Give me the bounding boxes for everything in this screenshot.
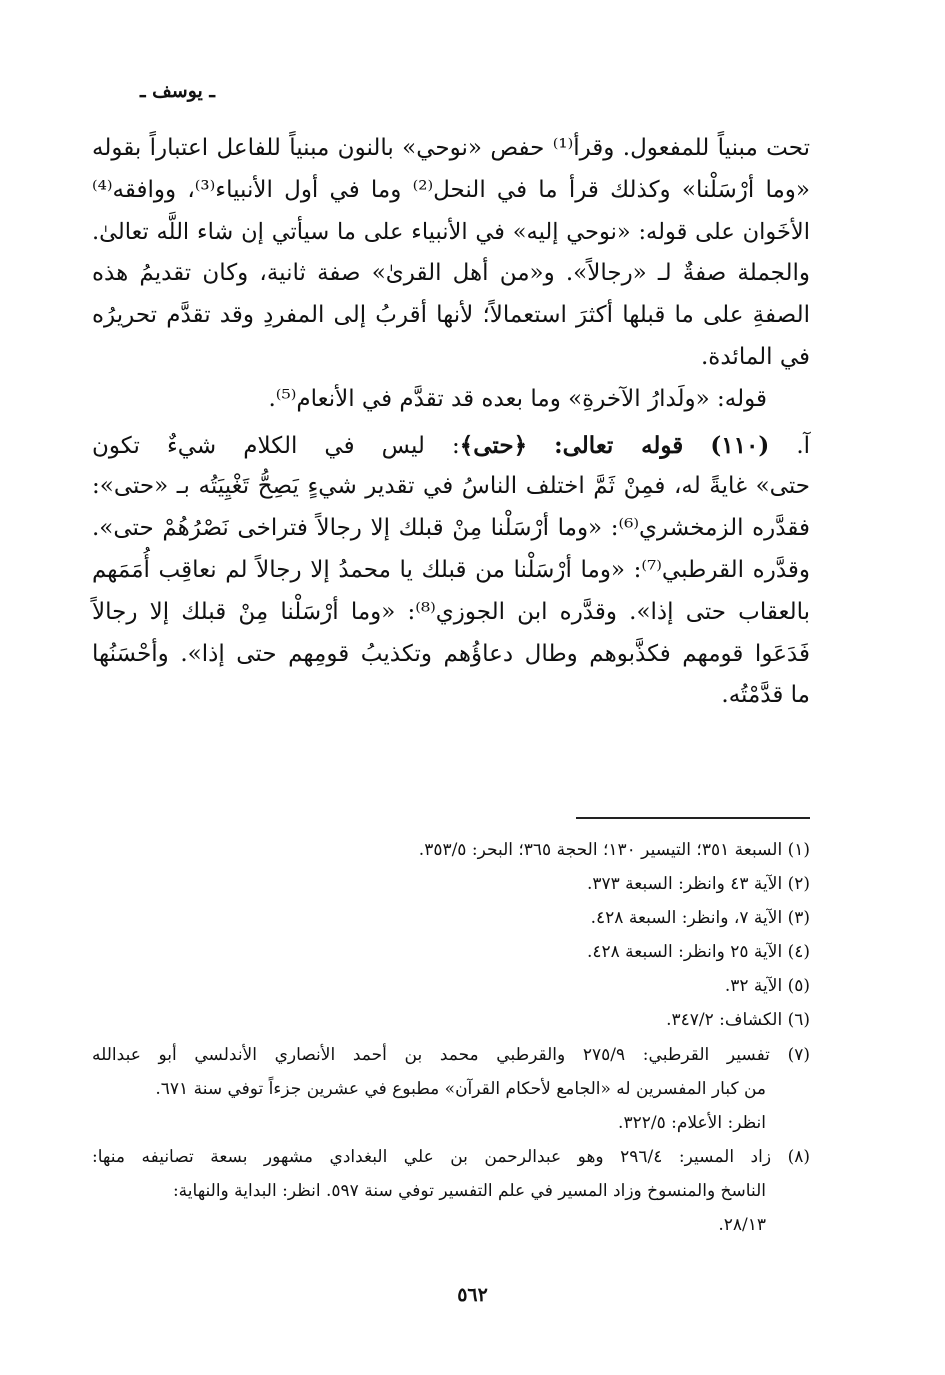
verse-letter: آ. [796, 432, 811, 459]
main-text [92, 128, 810, 717]
footnote [92, 867, 810, 901]
footnote-text: الكشاف: ٣٤٧/٢. [666, 1010, 783, 1031]
text-line: حتى» غايةً له، فمِنْ ثَمَّ اختلف الناسُ في تقدير شيءٍ يَصِحُّ تَغْيِيَتُه بـ «حتى»: [92, 473, 810, 500]
footnote-text: الآية ٧، وانظر: السبعة ٤٢٨. [590, 908, 783, 929]
footnote-text: الآية ٣٢. [724, 976, 783, 997]
verse-heading-line [92, 425, 810, 467]
text-line: قوله: «ولَدارُ الآخرةِ» وما بعده قد تقدَّم في الأنعام⁽⁵⁾. [268, 385, 767, 412]
footnote-separator [576, 817, 810, 819]
text-line: وقدَّره القرطبي⁽⁷⁾: «وما أرْسَلْنا من قبلك يا محمدُ إلا رجالاً لم نعاقِب أُمَمَهم [92, 556, 810, 583]
footnote [92, 969, 810, 1003]
footnote [92, 1038, 810, 1072]
footnote-number: (٢) [787, 874, 810, 895]
footnote [92, 1140, 810, 1174]
text-line: الأخَوان على قوله: «نوحي إليه» في الأنبياء على ما سيأتي إن شاء اللَّه تعالىٰ. [92, 218, 810, 245]
verse-number: (١١٠) [710, 431, 770, 459]
footnote-number: (١) [787, 840, 810, 860]
text-line: «وما أرْسَلْنا» وكذلك قرأ ما في النحل⁽²⁾ وما في أول الأنبياء⁽³⁾، ووافقه⁽⁴⁾ [92, 176, 810, 203]
footnote-continuation: الناسخ والمنسوخ وزاد المسير في علم التفسير توفي سنة ٥٩٧. انظر: البداية والنهاية: [172, 1180, 766, 1201]
footnote-text: تفسير القرطبي: ٢٧٥/٩ والقرطبي محمد بن أحمد الأنصاري الأندلسي أبو عبدالله [92, 1044, 770, 1065]
footnote-text: الآية ٢٥ وانظر: السبعة ٤٢٨. [586, 942, 783, 963]
verse-word: ﴿حتى﴾ [459, 431, 528, 459]
footnote-text: زاد المسير: ٢٩٦/٤ وهو عبدالرحمن بن علي البغدادي مشهور بسعة تصانيفه منها: [92, 1146, 772, 1167]
page-number: ٥٦٢ [457, 1284, 488, 1306]
text-line: بالعقاب حتى إذا». وقدَّره ابن الجوزي⁽⁸⁾: «وما أرْسَلْنا مِنْ قبلك إلا رجالاً [92, 598, 810, 625]
text-line: ما قدَّمْتُه. [721, 682, 810, 709]
footnote-text: السبعة ٣٥١؛ التيسير ١٣٠؛ الحجة ٣٦٥؛ البحر: ٣٥٣/٥. [418, 840, 783, 860]
footnote-number: (٦) [787, 1010, 810, 1031]
footnote-continuation: ٢٨/١٣. [718, 1215, 766, 1236]
footnotes [92, 833, 810, 1242]
footnote [92, 901, 810, 935]
footnote-text: الآية ٤٣ وانظر: السبعة ٣٧٣. [586, 874, 783, 895]
text-line: تحت مبنياً للمفعول. وقرأ⁽¹⁾ حفص «نوحي» بالنون مبنياً للفاعل اعتباراً بقوله [92, 135, 810, 161]
verse-intro: قوله تعالى: [554, 431, 684, 459]
footnote [92, 833, 810, 867]
footnote-number: (٧) [787, 1044, 810, 1065]
footnote [92, 935, 810, 969]
verse-commentary: : ليس في الكلام شيءٌ تكون [92, 432, 460, 459]
footnote [92, 1003, 810, 1037]
footnote-number: (٥) [787, 976, 810, 997]
text-line: فقدَّره الزمخشري⁽⁶⁾: «وما أرْسَلْنا مِنْ قبلك إلا رجالاً فتراخى نَصْرُهُمْ حتى». [92, 515, 810, 542]
footnote-number: (٤) [787, 942, 810, 963]
text-line: في المائدة. [700, 343, 810, 370]
footnote-continuation: انظر: الأعلام: ٣٢٢/٥. [618, 1112, 766, 1133]
text-line: والجملة صفةٌ لـ «رجالاً». و«من أهل القرىٰ» صفة ثانية، وكان تقديمُ هذه [92, 260, 810, 287]
footnote-continuation: من كبار المفسرين له «الجامع لأحكام القرآن» مطبوع في عشرين جزءاً توفي سنة ٦٧١. [155, 1078, 766, 1099]
footnote-number: (٨) [787, 1146, 810, 1167]
running-title: ـ يوسف ـ [139, 80, 215, 102]
text-line: الصفةِ على ما قبلها أكثرَ استعمالاً؛ لأنها أقربُ إلى المفردِ وقد تقدَّم تحريرُه [92, 302, 810, 329]
footnote-number: (٣) [787, 908, 810, 929]
text-line: فَدَعَوا قومهم فكذَّبوهم وطال دعاؤُهم وتكذيبُ قومِهم حتى إذا». وأحْسَنُها [92, 640, 810, 667]
